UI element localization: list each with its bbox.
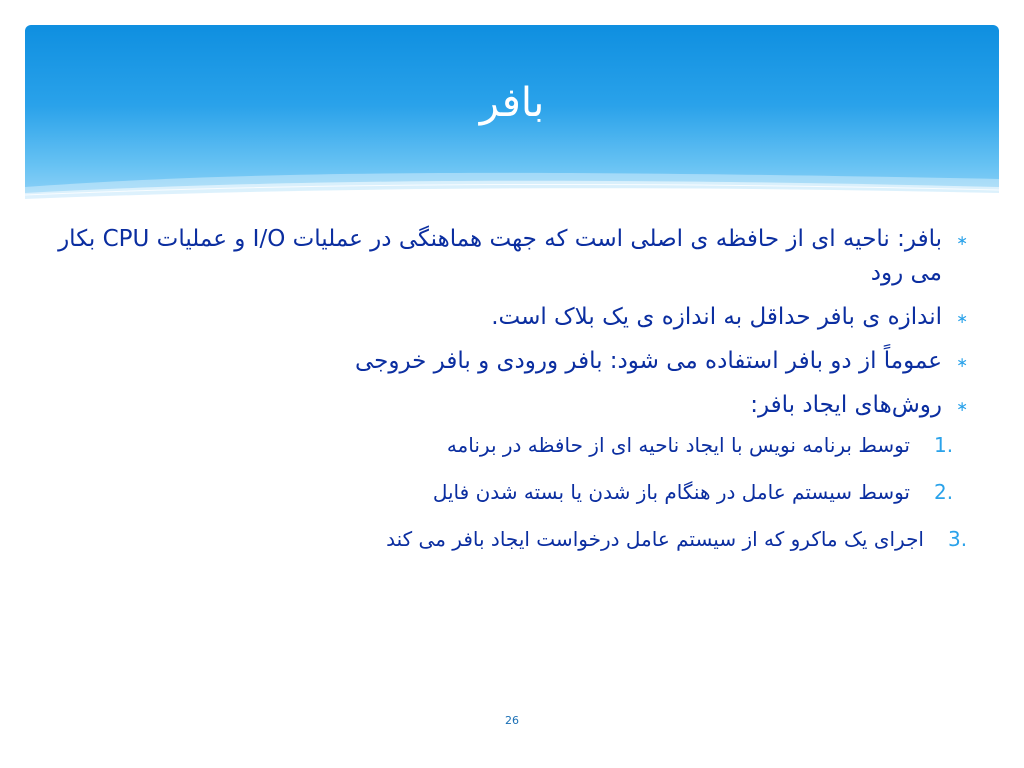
numbered-item (36, 524, 982, 554)
bullet-item (36, 344, 968, 378)
bullet-text: اندازه ی بافر حداقل به اندازه ی یک بلاک است. (491, 304, 942, 330)
slide-title: بافر (479, 80, 545, 126)
bullet-text: بافر: ناحیه ای از حافظه ی اصلی است که جهت هماهنگی در عملیات I/O و عملیات CPU بکار می رود (58, 226, 942, 286)
bullet-asterisk-icon: ∗ (956, 311, 968, 327)
bullet-asterisk-icon: ∗ (956, 399, 968, 415)
item-number: 3. (948, 527, 968, 551)
page-number: 26 (505, 714, 519, 727)
numbered-text: اجرای یک ماکرو که از سیستم عامل درخواست ایجاد بافر می کند (386, 527, 924, 551)
bullet-item (36, 300, 968, 334)
bullet-item (36, 388, 968, 422)
bullet-asterisk-icon: ∗ (956, 355, 968, 371)
numbered-text: توسط برنامه نویس با ایجاد ناحیه ای از حافظه در برنامه (446, 433, 910, 457)
numbered-text: توسط سیستم عامل در هنگام باز شدن یا بسته شدن فایل (432, 480, 910, 504)
bullet-text: عموماً از دو بافر استفاده می شود: بافر ورودی و بافر خروجی (354, 348, 942, 374)
bullet-item (36, 222, 968, 290)
slide-body (36, 222, 968, 571)
wave-decoration (25, 165, 999, 205)
item-number: 2. (934, 480, 954, 504)
item-number: 1. (934, 433, 954, 457)
numbered-item (36, 477, 968, 507)
bullet-asterisk-icon: ∗ (956, 233, 968, 249)
numbered-item (36, 430, 968, 460)
bullet-text: روش‌های ایجاد بافر: (750, 392, 942, 418)
